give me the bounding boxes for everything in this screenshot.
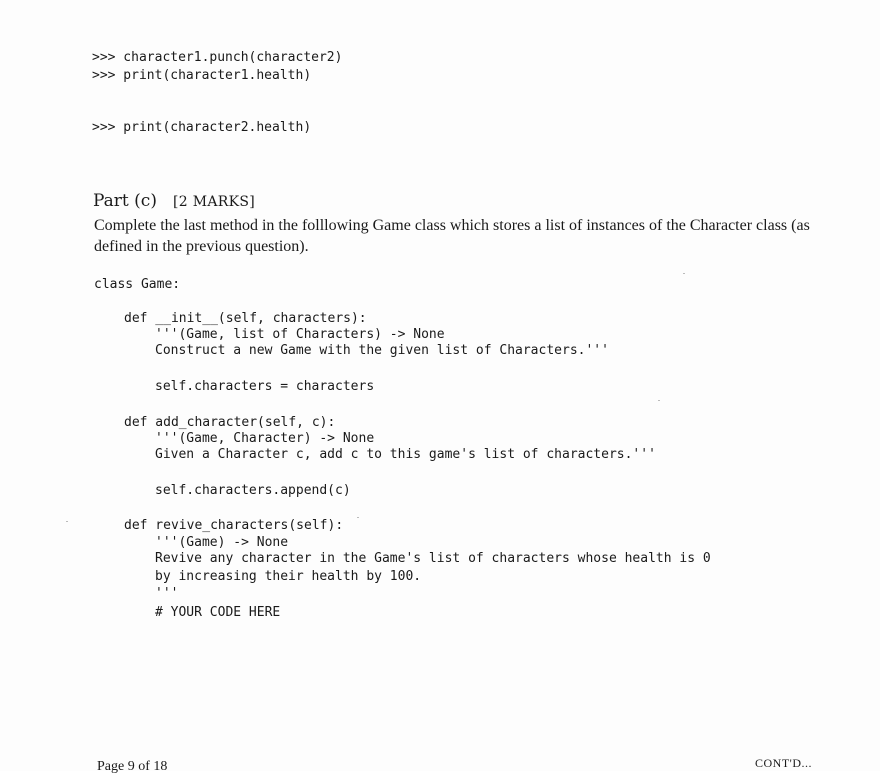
- code-init-body: self.characters = characters: [155, 379, 375, 394]
- interpreter-line-print-health-2: >>> print(character2.health): [92, 120, 312, 135]
- code-add-def: def add_character(self, c):: [124, 415, 336, 430]
- code-init-doc-2: Construct a new Game with the given list of Characters.''': [155, 343, 609, 358]
- part-description: Complete the last method in the folllowing Game class which stores a list of instances of the Character class (as defined in the previous question).: [94, 217, 810, 255]
- part-marks: [2 MARKS]: [172, 194, 255, 210]
- scan-speck: [683, 273, 685, 274]
- code-your-code-comment: # YOUR CODE HERE: [155, 605, 281, 620]
- part-heading: [93, 191, 255, 211]
- code-revive-doc-4: ''': [155, 586, 179, 601]
- scan-speck: [357, 517, 359, 518]
- code-add-body: self.characters.append(c): [155, 483, 351, 498]
- code-class-header: class Game:: [94, 277, 181, 292]
- scan-speck: [658, 400, 660, 401]
- code-add-doc-2: Given a Character c, add c to this game's list of characters.''': [155, 447, 656, 462]
- code-add-doc-1: '''(Game, Character) -> None: [155, 431, 375, 446]
- interpreter-line-print-health-1: >>> print(character1.health): [92, 68, 312, 83]
- code-init-def: def __init__(self, characters):: [124, 311, 367, 326]
- code-revive-doc-1: '''(Game) -> None: [155, 535, 289, 550]
- code-revive-doc-3: by increasing their health by 100.: [155, 569, 422, 584]
- code-revive-doc-2: Revive any character in the Game's list of characters whose health is 0: [155, 551, 711, 566]
- scan-speck: [66, 521, 68, 522]
- code-init-doc-1: '''(Game, list of Characters) -> None: [155, 327, 445, 342]
- continued-marker: CONT'D...: [755, 756, 812, 770]
- code-revive-def: def revive_characters(self):: [124, 518, 344, 533]
- page-number: Page 9 of 18: [97, 759, 168, 774]
- interpreter-line-punch: >>> character1.punch(character2): [92, 50, 343, 65]
- part-title: Part (c): [93, 191, 157, 211]
